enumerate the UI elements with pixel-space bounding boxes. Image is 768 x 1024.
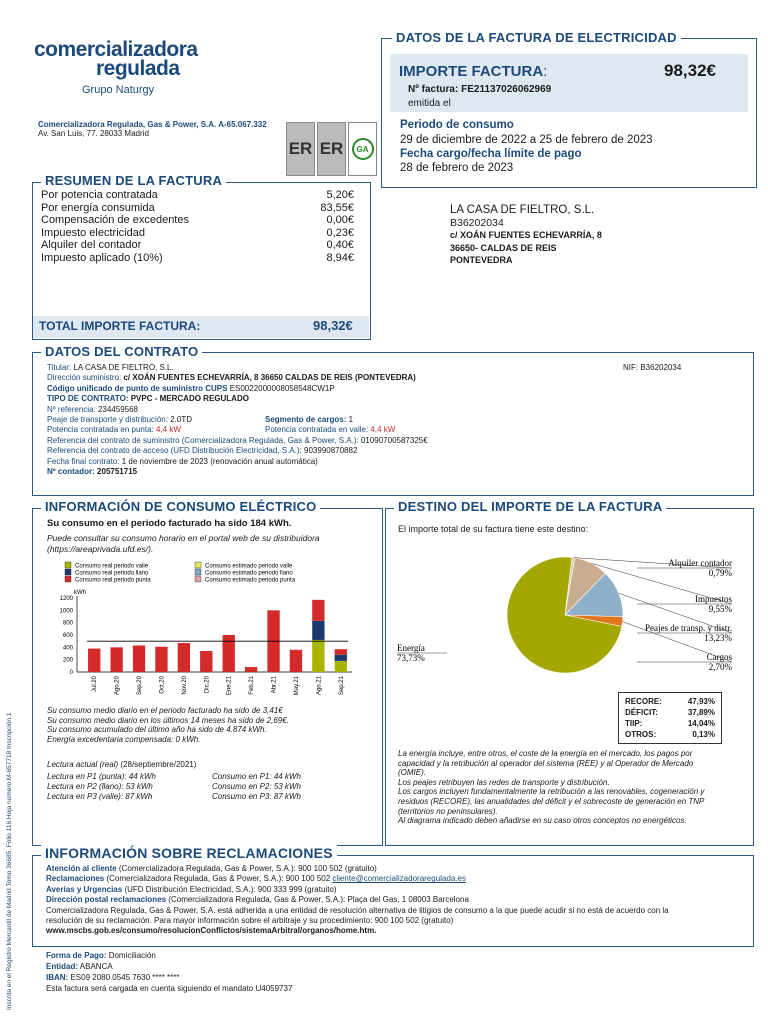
bar [200, 651, 212, 672]
period-value: 29 de diciembre de 2022 a 25 de febrero de 2023 [400, 134, 653, 146]
consumption-stat: Su consumo medio diario en el periodo facturado ha sido de 3,41€ [47, 706, 283, 715]
x-tick-label: Feb.21 [249, 676, 256, 695]
legend-swatch [195, 562, 201, 568]
invoice-number: Nº factura: FE21137026062969 [408, 84, 552, 95]
charges-label: OTROS: [625, 730, 657, 739]
legend-label: Consumo estimado periodo valle [205, 563, 293, 570]
summary-item [41, 227, 354, 240]
summary-item-label: Alquiler del contador [41, 239, 142, 251]
bar [335, 661, 347, 672]
claims-details: Atención al cliente (Comercializadora Regulada, Gas & Power, S.A.): 900 100 502 (gratuito) Reclamaciones (Comercializadora Regulada, Gas & Power, S.A.): 900 100 502 cliente@comercializadoraregulada.es Averías y Urgencias (UFD Distribución Electricidad, S.A.): 900 333 999 (gratuito) Dirección postal reclamaciones (Comercializadora Regulada, Gas & Power, S.A.): Plaça del Gas, 1 08003 Barcelona Comercializadora Regulada, Gas & Power, S.A. está adherida a una entidad de resolución alternativa de litigios de consumo a la que puede acudir si no está de acuerdo con la resolución de su reclamación. Para mayor información sobre el arbitraje y su procedimiento: 900 100 502 (gratuito) www.mscbs.gob.es/consumo/resolucionConflictos/sistemaArbitral/organos/home.htm. [46, 864, 669, 936]
x-tick-label: Abr.21 [271, 676, 278, 694]
consumption-stats [47, 706, 289, 745]
pie-value-label: 2,70% [708, 662, 732, 672]
x-tick-label: Ago.20 [114, 676, 121, 696]
x-tick-label: Sep.20 [137, 676, 144, 696]
charges-row [625, 729, 715, 740]
recipient-line: B36202034 [450, 216, 504, 229]
charges-value: 14,04% [687, 719, 715, 728]
destination-note: (territorios no peninsulares). [398, 806, 498, 816]
summary-item-value: 83,55€ [320, 201, 354, 214]
summary-item-label: Impuesto aplicado (10%) [41, 251, 163, 264]
meter-reading-row [47, 772, 347, 782]
x-tick-label: Ene.21 [226, 676, 233, 696]
y-tick-label: 200 [62, 657, 73, 664]
y-tick-label: 1200 [59, 596, 73, 602]
charges-label: TIIP: [625, 719, 643, 728]
certification-logos [286, 122, 377, 176]
summary-item-label: Compensación de excedentes [41, 214, 189, 226]
recipient-line: 36650- CALDAS DE REIS [450, 242, 557, 253]
consumption-desc1: Puede consultar su consumo horario en el portal web de su distribuidora [47, 533, 320, 543]
bar [155, 647, 167, 672]
charges-breakdown-table [618, 692, 722, 744]
summary-item [41, 214, 354, 227]
meter-readings [47, 772, 347, 802]
meter-reading: Lectura en P1 (punta): 44 kWh [47, 772, 156, 781]
bar [312, 640, 324, 672]
invoice-amount-label: IMPORTE FACTURA: [399, 63, 548, 80]
pie-label: Energía [397, 643, 425, 653]
destination-notes [398, 749, 750, 826]
destination-note: Al diagrama indicado deben añadirse en su caso otros conceptos no energéticos. [398, 816, 687, 826]
pie-value-label: 13,23% [704, 633, 732, 643]
bar [88, 649, 100, 672]
charges-value: 0,13% [692, 730, 715, 739]
summary-item-label: Por energía consumida [41, 201, 155, 214]
pie-label: Impuestos [695, 594, 732, 604]
bar [223, 635, 235, 672]
y-axis-label: kWh [74, 590, 86, 596]
summary-item [41, 189, 354, 202]
bar [312, 600, 324, 621]
contract-details: Titular: LA CASA DE FIELTRO, S.L. Dirección suministro: c/ XOÁN FUENTES ECHEVARRÍA, 8 36650 CALDAS DE REIS (PONTEVEDRA) Código unificado de punto de suministro CUPS ES0022000008058548CW1P TIPO DE CONTRATO: PVPC - MERCADO REGULADO Nº referencia: 234459568 Peaje de transporte y distribución: 2.0TD Segmento de cargos: 1 Potencia contratada en punta: 4,4 kW Potencia contratada en valle: 4,4 kW Referencia del contrato de suministro (Comercializadora Regulada, Gas & Power, S.A.): 01090700587325€ Referencia del contrato de acceso (UFD Distribución Electricidad, S.A.): 903990870882 Fecha final contrato: 1 de noviembre de 2023 (renovación anual automática) Nº contador: 205751715 [47, 363, 428, 477]
x-tick-label: Ago.21 [316, 676, 323, 696]
y-tick-label: 1000 [59, 608, 73, 615]
claims-header: INFORMACIÓN SOBRE RECLAMACIONES [41, 845, 337, 861]
destination-pie-chart [390, 540, 760, 690]
bar [245, 667, 257, 672]
destination-note: capacidad y la retribución al operador del sistema (REE) y al Operador de Mercado [398, 758, 694, 768]
recipient-line: c/ XOÁN FUENTES ECHEVARRÍA, 8 [450, 230, 602, 240]
charges-row [625, 696, 715, 707]
legend-label: Consumo real periodo punta [75, 577, 151, 584]
summary-header: RESUMEN DE LA FACTURA [41, 173, 226, 188]
meter-consumption: Consumo en P1: 44 kWh [212, 772, 301, 781]
legend-swatch [65, 576, 71, 582]
pie-value-label: 73,73% [397, 653, 425, 663]
consumption-desc2: (https://areaprivada.ufd.es/). [47, 544, 154, 554]
summary-item [41, 239, 354, 252]
consumption-stat: Su consumo medio diario en los últimos 14 meses ha sido de 2,69€. [47, 715, 289, 725]
consumption-stat: Su consumo acumulado del último año ha sido de 4.874 kWh. [47, 725, 267, 735]
logo-line1: comercializadora [34, 38, 198, 61]
bar [312, 621, 324, 640]
logo-line2: regulada [96, 57, 180, 80]
destination-note: (OMIE). [398, 768, 426, 778]
legend-label: Consumo real periodo valle [75, 563, 149, 570]
pie-value-label: 0,79% [708, 568, 732, 578]
invoice-amount-value: 98,32€ [664, 61, 716, 80]
summary-total-value: 98,32€ [313, 318, 353, 333]
invoice-data-header: DATOS DE LA FACTURA DE ELECTRICIDAD [392, 30, 681, 45]
legend-swatch [65, 562, 71, 568]
charges-label: RECORE: [625, 697, 662, 706]
legend-swatch [195, 569, 201, 575]
legend-label: Consumo real periodo llano [75, 570, 149, 577]
bar [335, 649, 347, 655]
meter-reading: Lectura en P2 (llano): 53 kWh [47, 782, 153, 791]
y-tick-label: 800 [62, 620, 73, 627]
summary-item-value: 5,20€ [326, 189, 354, 201]
summary-item-value: 0,40€ [326, 239, 354, 251]
payment-date-label: Fecha cargo/fecha límite de pago [400, 148, 582, 160]
summary-item-label: Impuesto electricidad [41, 226, 145, 239]
cert-logo-1: ER [286, 122, 315, 176]
consumption-header: INFORMACIÓN DE CONSUMO ELÉCTRICO [41, 499, 320, 514]
invoice-issued: emitida el [408, 98, 451, 109]
y-tick-label: 400 [62, 645, 73, 652]
meter-consumption: Consumo en P3: 87 kWh [212, 792, 301, 801]
destination-note: Los cargos incluyen fundamentalmente la retribución a las renovables, cogeneración y [398, 787, 705, 797]
x-tick-label: Dic.20 [204, 676, 211, 694]
summary-item [41, 252, 354, 265]
charges-row [625, 707, 715, 718]
destination-note: La energía incluye, entre otros, el coste de la energía en el mercado, los pagos por [398, 749, 693, 758]
company-logo [34, 40, 198, 96]
consumption-stat: Energía excedentaria compensada: 0 kWh. [47, 735, 201, 745]
x-tick-label: Sep.21 [338, 676, 345, 696]
bar [133, 645, 145, 672]
y-tick-label: 600 [62, 633, 73, 639]
cert-logo-3: GA [348, 122, 377, 176]
charges-label: DÉFICIT: [625, 708, 658, 717]
logo-group: Grupo Naturgy [82, 84, 155, 96]
legend-label: Consumo estimado periodo punta [205, 577, 296, 584]
legend-swatch [65, 569, 71, 575]
company-address: Av. San Luis, 77. 28033 Madrid [38, 129, 149, 138]
y-tick-label: 0 [69, 670, 73, 676]
summary-total-label: TOTAL IMPORTE FACTURA: [39, 319, 201, 333]
pie-value-label: 9,55% [708, 604, 732, 614]
x-tick-label: May.21 [293, 676, 300, 696]
legend-label: Consumo estimado periodo llano [205, 570, 293, 577]
bar [290, 650, 302, 672]
summary-item-value: 0,00€ [326, 214, 354, 226]
registry-side-text: Inscrita en el Registro Mercantil de Madrid Tomo 36685, Folio 116 Hoja número M-657718 Inscripción 1 [6, 712, 13, 1010]
meter-consumption: Consumo en P2: 53 kWh [212, 782, 301, 791]
pie-label: Alquiler contador [668, 558, 732, 568]
meter-reading-title: Lectura actual (real) (28/septiembre/2021) [47, 760, 197, 769]
x-tick-label: Oct.20 [159, 676, 166, 694]
customer-email-link[interactable]: cliente@comercializadoraregulada.es [332, 874, 466, 884]
recipient-address [450, 204, 602, 267]
summary-items [41, 189, 354, 264]
bar [110, 647, 122, 672]
summary-item-value: 8,94€ [326, 251, 354, 264]
charges-value: 37,89% [687, 708, 715, 717]
company-legal-name: Comercializadora Regulada, Gas & Power, S.A. A-65.067.332 [38, 120, 267, 129]
recipient-line: LA CASA DE FIELTRO, S.L. [450, 204, 595, 216]
period-label: Periodo de consumo [400, 119, 514, 131]
x-tick-label: Jul.20 [92, 676, 99, 693]
payment-details: Forma de Pago: Domiciliación Entidad: ABANCA IBAN: ES09 2080 0545 7630 **** **** Esta factura será cargada en cuenta siguiendo el mandato U4059737 [46, 951, 293, 993]
destination-intro: El importe total de su factura tiene este destino: [398, 524, 589, 534]
destination-header: DESTINO DEL IMPORTE DE LA FACTURA [394, 499, 666, 514]
pie-label: Peajes de transp. y distr. [645, 623, 732, 633]
destination-note: Los peajes retribuyen las redes de transporte y distribución. [398, 777, 610, 787]
contract-nif: NIF: B36202034 [623, 363, 682, 372]
consumption-bar-chart [40, 558, 370, 706]
destination-note: residuos (RECORE), las anualidades del déficit y el sobrecoste de generación en TNP [398, 796, 705, 806]
payment-date-value: 28 de febrero de 2023 [400, 162, 514, 174]
summary-item [41, 202, 354, 215]
summary-item-label: Por potencia contratada [41, 189, 158, 201]
x-tick-label: Nov.20 [181, 676, 188, 695]
legend-swatch [195, 576, 201, 582]
meter-reading: Lectura en P3 (valle): 87 kWh [47, 792, 153, 801]
consumption-title: Su consumo en el periodo facturado ha sido 184 kWh. [47, 518, 292, 529]
meter-reading-row [47, 792, 347, 802]
charges-row [625, 718, 715, 729]
summary-item-value: 0,23€ [326, 226, 354, 239]
pie-label: Cargos [706, 652, 732, 662]
bar [335, 655, 347, 661]
meter-reading-row [47, 782, 347, 792]
cert-logo-2: ER [317, 122, 346, 176]
recipient-line: PONTEVEDRA [450, 255, 513, 265]
bar [178, 643, 190, 672]
contract-header: DATOS DEL CONTRATO [41, 344, 202, 359]
charges-value: 47,93% [687, 697, 715, 706]
